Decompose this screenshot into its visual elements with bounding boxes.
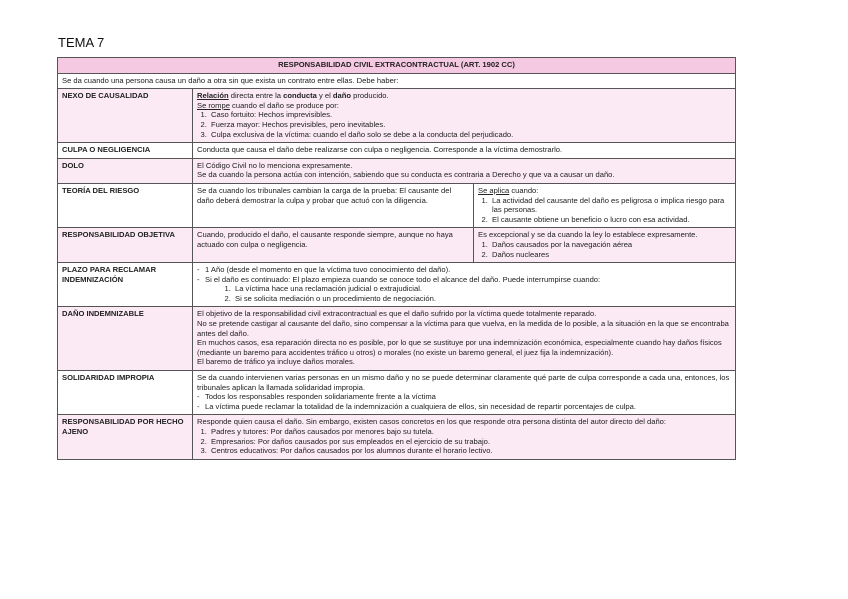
nexo-se-rompe: Se rompe: [197, 100, 230, 110]
riesgo-right-rest: cuando:: [509, 185, 539, 195]
page-title: TEMA 7: [58, 35, 105, 50]
label-ajeno: RESPONSABILIDAD POR HECHO AJENO: [58, 415, 193, 459]
list-item: - 1 Año (desde el momento en que la víctima tuvo conocimiento del daño).: [197, 265, 731, 275]
content-riesgo-left: Se da cuando los tribunales cambian la carga de la prueba: El causante del daño deberá demostrar la culpa y probar que actuó con la diligencia.: [193, 183, 474, 227]
ajeno-list: [197, 427, 731, 456]
list-item: 2. Fuerza mayor: Hechos previsibles, pero inevitables.: [209, 120, 731, 130]
label-dano: DAÑO INDEMNIZABLE: [58, 307, 193, 371]
plazo-list: [197, 265, 731, 303]
list-item: 1. Padres y tutores: Por daños causados por menores bajo su tutela.: [209, 427, 731, 437]
dano-p3: En muchos casos, esa reparación directa no es posible, por lo que se sustituye por una indemnización económica, especialmente cuando hay daños físicos (mediante un baremo para accidentes tráfico u otros) o morales (no existe un baremo general, el juez fija la indemnización).: [197, 338, 722, 357]
riesgo-aplica: [478, 186, 731, 196]
nexo-text-e: producido.: [351, 91, 389, 101]
riesgo-se-aplica: Se aplica: [478, 185, 510, 195]
nexo-text-a: directa entre la: [228, 91, 284, 101]
content-ajeno: [193, 415, 736, 459]
label-plazo: PLAZO PARA RECLAMAR INDEMNIZACIÓN: [58, 263, 193, 307]
content-dolo: [193, 158, 736, 183]
nexo-line1: [197, 91, 731, 101]
content-culpa: Conducta que causa el daño debe realizarse con culpa o negligencia. Corresponde a la víctima demostrarlo.: [193, 143, 736, 159]
label-solidaridad: SOLIDARIDAD IMPROPIA: [58, 371, 193, 415]
list-item: 2. Daños nucleares: [490, 250, 731, 260]
label-dolo: DOLO: [58, 158, 193, 183]
label-riesgo: TEORÍA DEL RIESGO: [58, 183, 193, 227]
nexo-relacion: Relación: [197, 91, 229, 101]
row-plazo: [58, 263, 736, 307]
content-dano: [193, 307, 736, 371]
content-objetiva-right: [474, 228, 736, 263]
list-item: 1. Caso fortuito: Hechos imprevisibles.: [209, 110, 731, 120]
plazo-dash2: Si el daño es continuado: El plazo empieza cuando se conoce todo el alcance del daño. Puede interrumpirse cuando:: [205, 274, 601, 284]
list-item: 2. Si se solicita mediación o un procedimiento de negociación.: [233, 294, 731, 304]
list-item: [197, 275, 731, 304]
label-objetiva: RESPONSABILIDAD OBJETIVA: [58, 228, 193, 263]
row-dolo: [58, 158, 736, 183]
list-item: 1. La actividad del causante del daño es peligrosa o implica riesgo para las personas.: [490, 196, 731, 215]
list-item: - Todos los responsables responden solidariamente frente a la víctima: [197, 392, 731, 402]
nexo-dano: daño: [332, 91, 352, 101]
row-nexo: [58, 89, 736, 143]
solidaridad-p1: Se da cuando intervienen varias personas en un mismo daño y no se puede determinar claramente qué parte de culpa corresponde a cada una, entonces, los tribunales aplican la llamada solidaridad impropia.: [197, 373, 730, 392]
plazo-sublist: [205, 284, 731, 303]
dano-p1: El objetivo de la responsabilidad civil extracontractual es que el daño sufrido por la víctima quede totalmente reparado.: [197, 309, 597, 319]
row-solidaridad: [58, 371, 736, 415]
ajeno-p1: Responde quien causa el daño. Sin embargo, existen casos concretos en los que responde otra persona distinta del autor directo del daño:: [197, 417, 667, 427]
intro-row: [58, 73, 736, 89]
list-item: 3. Centros educativos: Por daños causados por los alumnos durante el horario lectivo.: [209, 446, 731, 456]
row-culpa: [58, 143, 736, 159]
content-objetiva-left: Cuando, producido el daño, el causante responde siempre, aunque no haya actuado con culpa o negligencia.: [193, 228, 474, 263]
label-nexo: NEXO DE CAUSALIDAD: [58, 89, 193, 143]
list-item: 2. El causante obtiene un beneficio o lucro con esa actividad.: [490, 215, 731, 225]
list-item: 1. Daños causados por la navegación aérea: [490, 240, 731, 250]
table-header: RESPONSABILIDAD CIVIL EXTRACONTRACTUAL (ART. 1902 CC): [58, 58, 736, 74]
table-header-row: [58, 58, 736, 74]
solidaridad-list: [197, 392, 731, 411]
dolo-line1: El Código Civil no lo menciona expresamente.: [197, 160, 353, 170]
row-dano: [58, 307, 736, 371]
dolo-line2: Se da cuando la persona actúa con intención, sabiendo que su conducta es contraria a Derecho y que va a causar un daño.: [197, 170, 615, 180]
content-plazo: [193, 263, 736, 307]
nexo-text-c: y el: [316, 91, 333, 101]
list-item: 1. La víctima hace una reclamación judicial o extrajudicial.: [233, 284, 731, 294]
label-culpa: CULPA O NEGLIGENCIA: [58, 143, 193, 159]
objetiva-list: [478, 240, 731, 259]
content-nexo: [193, 89, 736, 143]
riesgo-list: [478, 196, 731, 225]
objetiva-right-text: Es excepcional y se da cuando la ley lo establece expresamente.: [478, 230, 698, 240]
intro-text: Se da cuando una persona causa un daño a otra sin que exista un contrato entre ellas. Debe haber:: [58, 73, 736, 89]
list-item: 2. Empresarios: Por daños causados por sus empleados en el ejercicio de su trabajo.: [209, 437, 731, 447]
row-objetiva: [58, 228, 736, 263]
nexo-line2-rest: cuando el daño se produce por:: [229, 100, 339, 110]
content-riesgo-right: [474, 183, 736, 227]
nexo-line2: [197, 101, 731, 111]
list-item: 3. Culpa exclusiva de la víctima: cuando el daño solo se debe a la conducta del perjudicado.: [209, 130, 731, 140]
liability-table: [57, 57, 736, 460]
row-ajeno: [58, 415, 736, 459]
row-riesgo: [58, 183, 736, 227]
list-item: - La víctima puede reclamar la totalidad de la indemnización a cualquiera de ellos, sin necesidad de repartir porcentajes de culpa.: [197, 402, 731, 412]
dano-p2: No se pretende castigar al causante del daño, sino compensar a la víctima para que vuelva, en la medida de lo posible, a la situación en la que se encontraba antes del daño.: [197, 319, 729, 338]
nexo-list: [197, 110, 731, 139]
dano-p4: El baremo de tráfico ya incluye daños morales.: [197, 357, 355, 367]
nexo-conducta: conducta: [283, 91, 317, 101]
content-solidaridad: [193, 371, 736, 415]
